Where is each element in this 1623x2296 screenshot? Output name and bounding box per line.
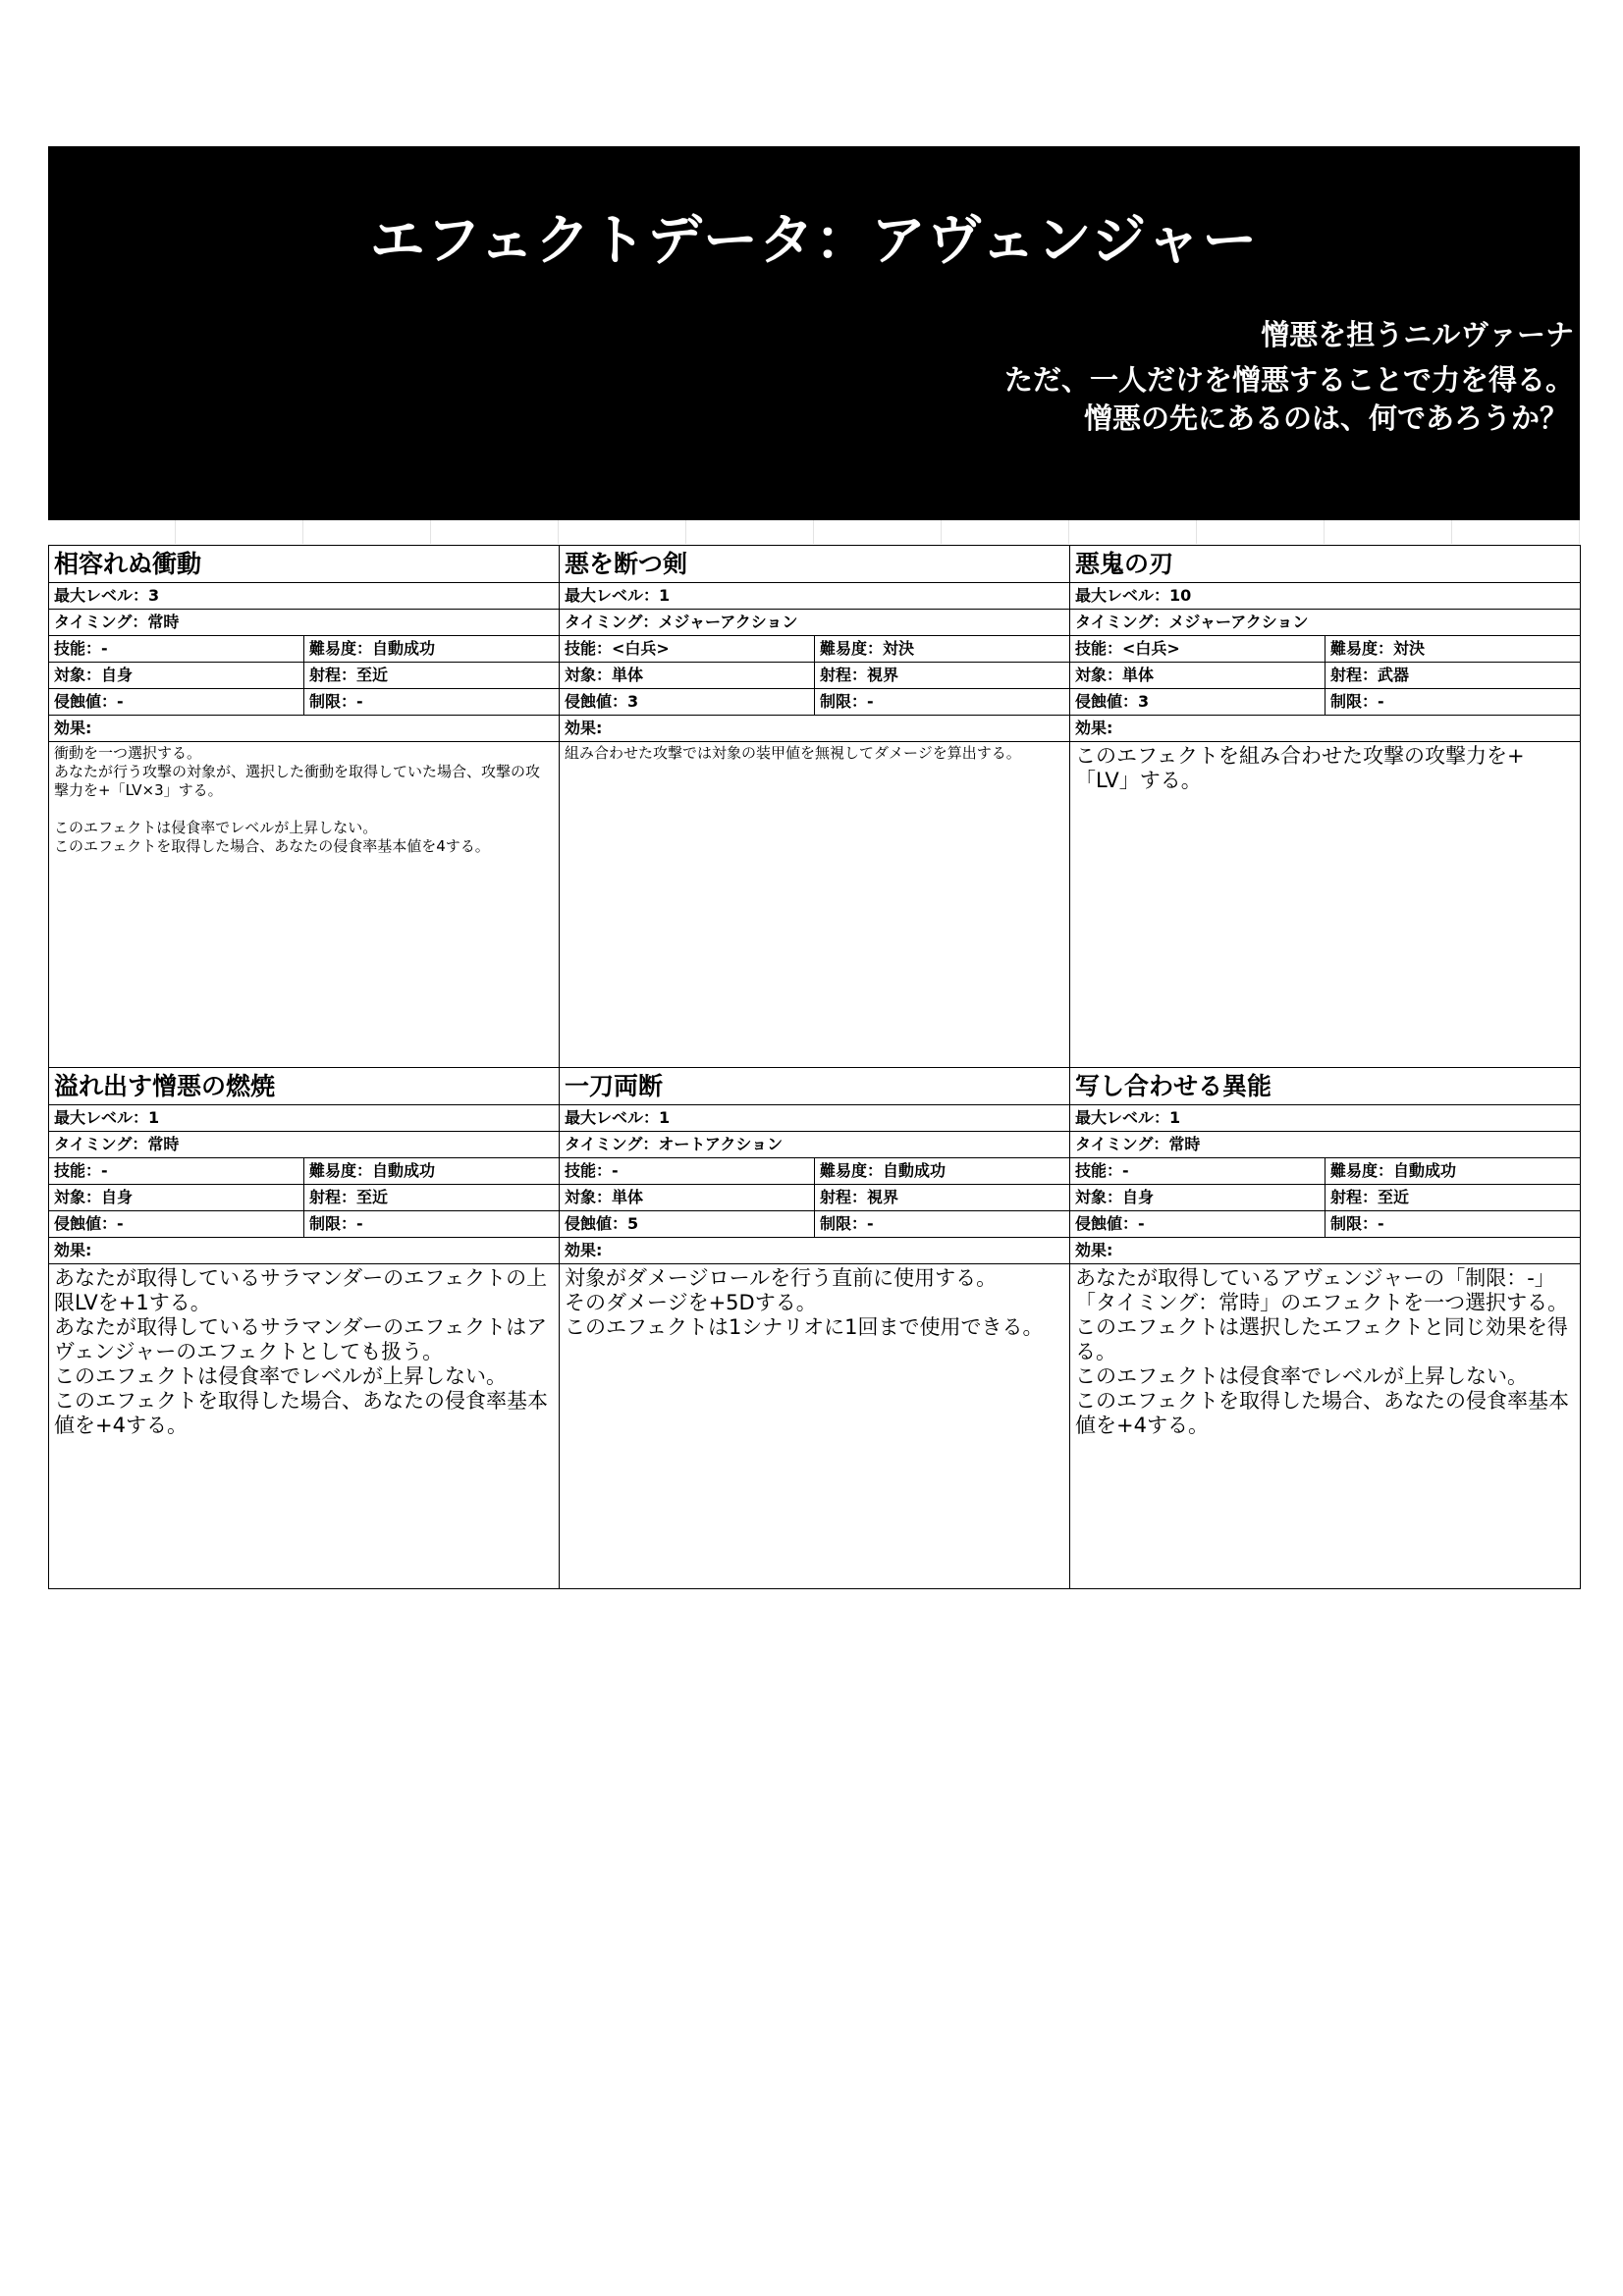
max-level: 最大レベル：1 (49, 1105, 559, 1132)
effect-card (49, 1068, 560, 1590)
erosion: 侵蝕値：3 (560, 689, 815, 715)
erosion-limit-row (560, 1211, 1069, 1238)
effect-name: 溢れ出す憎悪の燃焼 (49, 1068, 559, 1105)
difficulty: 難易度：自動成功 (820, 1160, 947, 1180)
skill: 技能：‐ (1070, 1158, 1325, 1184)
limit: 制限：‐ (309, 1213, 363, 1233)
effect-label: 効果: (49, 1238, 559, 1264)
target: 対象：自身 (1070, 1185, 1325, 1210)
erosion: 侵蝕値：5 (560, 1211, 815, 1237)
max-level: 最大レベル：1 (1070, 1105, 1580, 1132)
erosion: 侵蝕値：‐ (49, 689, 304, 715)
limit: 制限：‐ (1330, 1213, 1384, 1233)
difficulty: 難易度：対決 (820, 639, 915, 658)
effect-label: 効果: (560, 716, 1069, 742)
range: 射程：視界 (820, 666, 899, 684)
effect-label: 効果: (49, 716, 559, 742)
timing: タイミング：オートアクション (560, 1132, 1069, 1158)
erosion-limit-row (1070, 1211, 1580, 1238)
timing: タイミング：メジャーアクション (560, 610, 1069, 636)
limit: 制限：‐ (820, 1213, 874, 1233)
effect-card (49, 546, 560, 1068)
range: 射程：武器 (1330, 666, 1410, 684)
effect-name: 相容れぬ衝動 (49, 546, 559, 583)
effect-card (1070, 546, 1581, 1068)
target: 対象：自身 (49, 1185, 304, 1210)
target-range-row (49, 1185, 559, 1211)
effect-description: あなたが取得しているサラマンダーのエフェクトの上限LVを+1する。 あなたが取得しているサラマンダーのエフェクトはアヴェンジャーのエフェクトとしても扱う。 このエフェクトは侵食率でレベルが上昇しない。 このエフェクトを取得した場合、あなたの侵食率基本値を+4する。 (54, 1265, 548, 1437)
target: 対象：自身 (49, 663, 304, 688)
target-range-row (560, 1185, 1069, 1211)
skill: 技能：<白兵> (1070, 636, 1325, 662)
effect-name: 写し合わせる異能 (1070, 1068, 1580, 1105)
effect-label: 効果: (1070, 1238, 1580, 1264)
limit: 制限：‐ (1330, 692, 1384, 711)
page-title: エフェクトデータ：アヴェンジャー (369, 209, 1259, 273)
skill-difficulty-row (1070, 636, 1580, 663)
erosion-limit-row (49, 689, 559, 716)
target-range-row (560, 663, 1069, 689)
skill: 技能：‐ (49, 1158, 304, 1184)
target-range-row (49, 663, 559, 689)
header-banner (48, 146, 1580, 520)
max-level: 最大レベル：3 (49, 583, 559, 610)
erosion-limit-row (49, 1211, 559, 1238)
difficulty: 難易度：自動成功 (309, 639, 436, 658)
difficulty: 難易度：自動成功 (309, 1160, 436, 1180)
subtitle-line-3: 憎悪の先にあるのは、何であろうか？ (1083, 401, 1568, 435)
max-level: 最大レベル：10 (1070, 583, 1580, 610)
range: 射程：至近 (309, 1187, 389, 1206)
subtitle-line-2: ただ、一人だけを憎悪することで力を得る。 (1003, 363, 1574, 397)
erosion: 侵蝕値：‐ (1070, 1211, 1325, 1237)
limit: 制限：‐ (309, 692, 363, 711)
effect-description: 対象がダメージロールを行う直前に使用する。 そのダメージを+5Dする。 このエフェクトは1シナリオに1回まで使用できる。 (565, 1265, 1044, 1339)
effect-name: 悪鬼の刃 (1070, 546, 1580, 583)
skill-difficulty-row (560, 636, 1069, 663)
effect-description: あなたが取得しているアヴェンジャーの「制限：‐」「タイミング：常時」のエフェクトを一つ選択する。 このエフェクトは選択したエフェクトと同じ効果を得る。 このエフェクトは侵食率でレベルが上昇しない。 このエフェクトを取得した場合、あなたの侵食率基本値を+4する。 (1075, 1265, 1569, 1437)
target: 対象：単体 (560, 1185, 815, 1210)
erosion: 侵蝕値：‐ (49, 1211, 304, 1237)
skill-difficulty-row (49, 1158, 559, 1185)
timing: タイミング：常時 (49, 1132, 559, 1158)
erosion-limit-row (1070, 689, 1580, 716)
effect-card (560, 546, 1070, 1068)
effect-label: 効果: (1070, 716, 1580, 742)
range: 射程：至近 (1330, 1187, 1410, 1206)
effect-name: 悪を断つ剣 (560, 546, 1069, 583)
skill-difficulty-row (560, 1158, 1069, 1185)
column-guide-strip (48, 520, 1580, 544)
effect-description: 組み合わせた攻撃では対象の装甲値を無視してダメージを算出する。 (565, 744, 1021, 762)
effect-card (1070, 1068, 1581, 1590)
skill: 技能：‐ (49, 636, 304, 662)
erosion-limit-row (560, 689, 1069, 716)
subtitle-line-1: 憎悪を担うニルヴァーナ (1261, 318, 1574, 351)
target: 対象：単体 (1070, 663, 1325, 688)
difficulty: 難易度：対決 (1330, 639, 1426, 658)
effect-card (560, 1068, 1070, 1590)
skill-difficulty-row (1070, 1158, 1580, 1185)
effect-description: このエフェクトを組み合わせた攻撃の攻撃力を+「LV」する。 (1075, 744, 1525, 792)
limit: 制限：‐ (820, 692, 874, 711)
range: 射程：至近 (309, 666, 389, 684)
erosion: 侵蝕値：3 (1070, 689, 1325, 715)
timing: タイミング：常時 (1070, 1132, 1580, 1158)
max-level: 最大レベル：1 (560, 583, 1069, 610)
difficulty: 難易度：自動成功 (1330, 1160, 1457, 1180)
target: 対象：単体 (560, 663, 815, 688)
skill: 技能：<白兵> (560, 636, 815, 662)
effect-name: 一刀両断 (560, 1068, 1069, 1105)
skill: 技能：‐ (560, 1158, 815, 1184)
effect-label: 効果: (560, 1238, 1069, 1264)
range: 射程：視界 (820, 1187, 899, 1206)
skill-difficulty-row (49, 636, 559, 663)
target-range-row (1070, 1185, 1580, 1211)
timing: タイミング：メジャーアクション (1070, 610, 1580, 636)
timing: タイミング：常時 (49, 610, 559, 636)
effect-card-grid (48, 545, 1581, 1589)
effect-description: 衝動を一つ選択する。 あなたが行う攻撃の対象が、選択した衝動を取得していた場合、攻撃の攻撃力を+「LV×3」する。 このエフェクトは侵食率でレベルが上昇しない。 このエフェクトを取得した場合、あなたの侵食率基本値を4する。 (54, 744, 541, 855)
target-range-row (1070, 663, 1580, 689)
max-level: 最大レベル：1 (560, 1105, 1069, 1132)
